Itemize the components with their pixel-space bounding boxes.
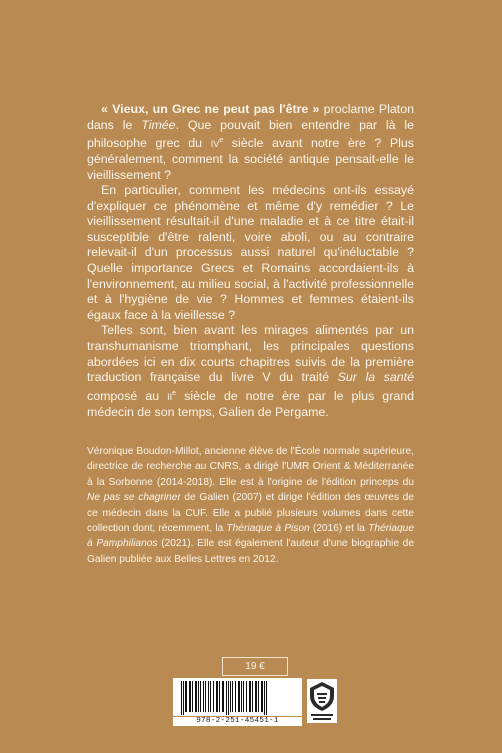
author-bio-paragraph [87,444,414,567]
blurb-text-run: Telles sont, bien avant les mirages alimentés par un transhumanisme triomphant, les principales questions abordées ici en dix courts chapitres suivis de la première traduction française du livre V du traité [87,323,414,385]
blurb-text-run: siècle de notre ère par le plus grand médecin de son temps, Galien de Pergame. [87,388,415,419]
isbn-number: 978-2-251-45451-1 [173,717,302,726]
work-title: Ne pas se chagriner [87,492,181,504]
work-title: Timée [141,117,176,132]
blurb-quote: « Vieux, un Grec ne peut pas l'être » [101,102,320,116]
price-box: 19 € [222,657,288,676]
work-title: Thériaque à Pamphilianos [87,523,414,550]
bio-text-run: (2016) et la [309,523,369,535]
blurb-paragraph-2: En particulier, comment les médecins ont-ils essayé d'expliquer ce phénomène et même d'y remédier ? Le vieillissement résultait-il d'une maladie et à ce titre était-il susceptible d'être ralenti, voire aboli, ou au contraire relevait-il d'un processus aussi naturel qu'inéluctable ? Quelle importance Grecs et Romains accordaient-ils à l'environnement, au milieu social, à l'activité professionnelle et à l'hygiène de vie ? Hommes et femmes étaient-ils égaux face à la vieillesse ? [87,183,414,322]
bio-text-run: de Galien (2007) et dirige l'édition des œuvres de ce médecin dans la CUF. Elle a publié plusieurs volumes dans cette collection dont, récemment, la [87,492,414,535]
bio-text-run: (2021). Elle est également l'auteur d'une biographie de Galien publiée aux Belles Lettres en 2012. [87,538,414,565]
blurb-text [87,102,414,420]
blurb-text-run: proclame Platon dans le [87,102,415,132]
blurb-text-run: . Que pouvait bien entendre par là le philosophe grec du [87,117,414,151]
blurb-text-run: siècle avant notre ère ? Plus généralement, comment la société antique pensait-elle le vieillissement ? [87,136,414,182]
author-bio [87,444,414,567]
century-suffix: e [219,137,224,145]
blurb-paragraph-1 [87,102,414,183]
century-suffix: e [172,389,177,397]
century-numeral: ii [167,388,173,403]
barcode-icon [173,678,302,716]
bio-text-run: Véronique Boudon-Millot, ancienne élève de l'École normale supérieure, directrice de recherche au CNRS, a dirigé l'UMR Orient & Méditerranée à la Sorbonne (2014-2018). Elle est à l'origine de l'édition princeps du [87,446,414,488]
blurb-paragraph-3 [87,323,414,420]
publisher-logo-icon [307,679,337,723]
century-numeral: iv [210,136,220,151]
work-title: Sur la santé [337,370,414,385]
work-title: Thériaque à Pison [226,523,310,535]
blurb-text-run: composé au [87,388,168,403]
barcode [173,678,302,716]
